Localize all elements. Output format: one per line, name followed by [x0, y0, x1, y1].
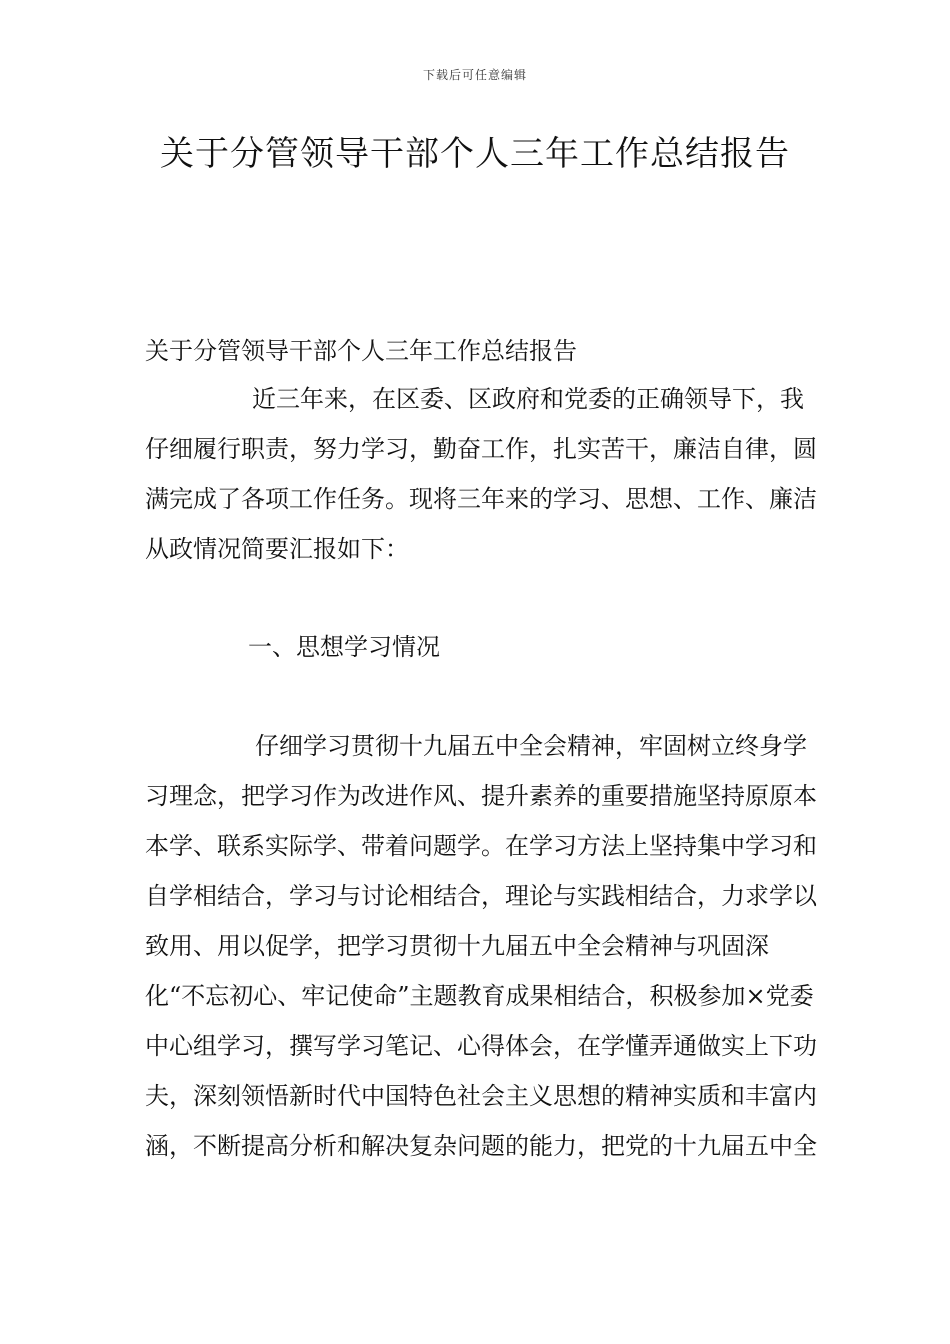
document-title: 关于分管领导干部个人三年工作总结报告 [160, 134, 790, 174]
download-note: 下载后可任意编辑 [422, 68, 527, 82]
section-heading-thought-study: 一、思想学习情况 [248, 633, 440, 661]
study-paragraph: 仔细学习贯彻十九届五中全会精神，牢固树立终身学习理念，把学习作为改进作风、提升素养的重要措施坚持原原本本学、联系实际学、带着问题学。在学习方法上坚持集中学习和自学相结合，学习与讨论相结合，理论与实践相结合，力求学以致用、用以促学，把学习贯彻十九届五中全会精神与巩固深化“不忘初心、牢记使命”主题教育成果相结合，积极参加×党委中心组学习，撰写学习笔记、心得体会，在学懂弄通做实上下功夫，深刻领悟新时代中国特色社会主义思想的精神实质和丰富内涵，不断提高分析和解决复杂问题的能力，把党的十九届五中全 [145, 732, 817, 1160]
intro-paragraph: 近三年来，在区委、区政府和党委的正确领导下，我仔细履行职责，努力学习，勤奋工作，扎实苦干，廉洁自律，圆满完成了各项工作任务。现将三年来的学习、思想、工作、廉洁从政情况简要汇报如下： [145, 385, 817, 563]
document-subtitle: 关于分管领导干部个人三年工作总结报告 [145, 337, 577, 365]
